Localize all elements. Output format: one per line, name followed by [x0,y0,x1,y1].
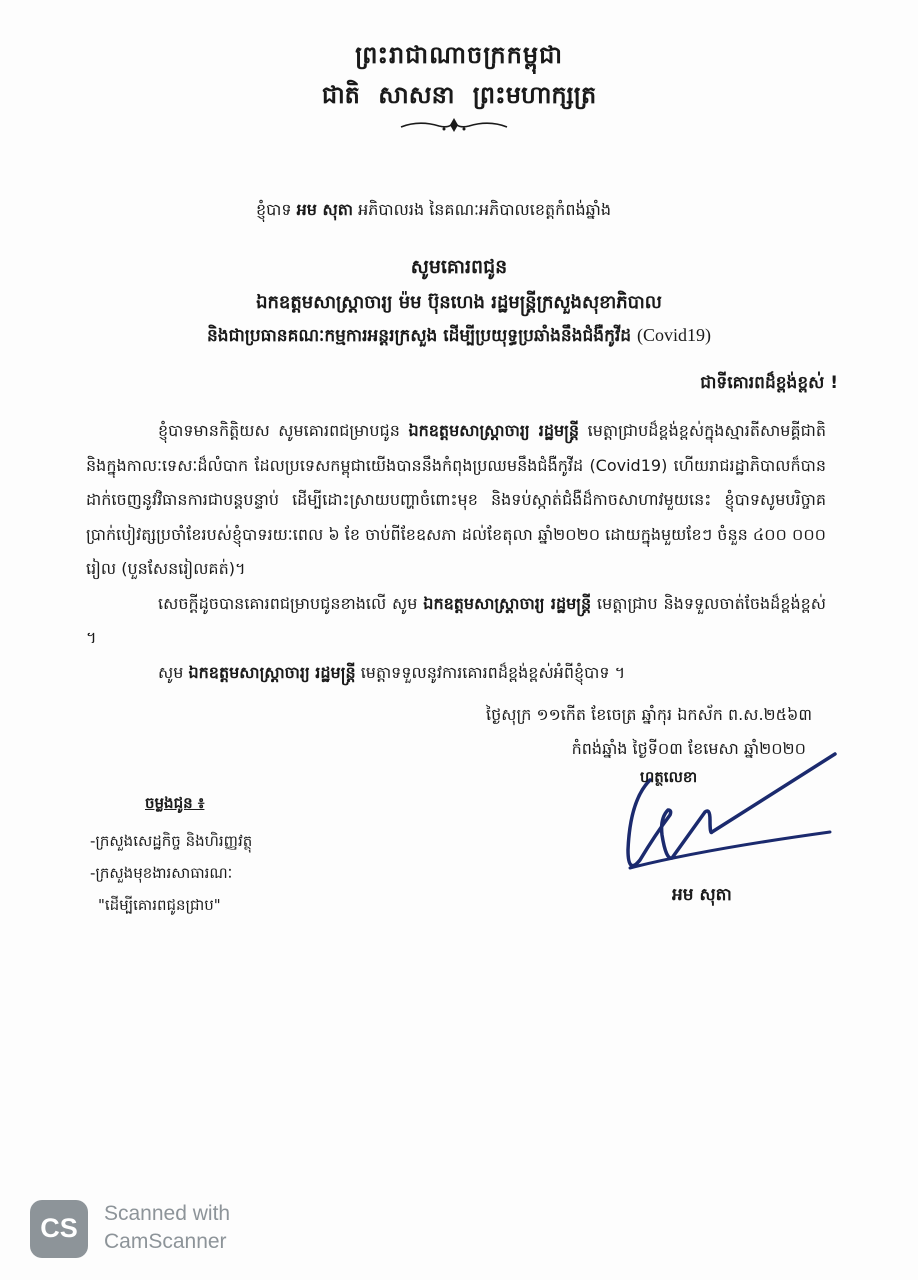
sender-name: អម សុតា [296,200,353,219]
watermark-line-2: CamScanner [104,1230,227,1253]
p2-addressee: ឯកឧត្តមសាស្ត្រាចារ្យ រដ្ឋមន្ត្រី [423,593,592,613]
p3-text-c: មេត្តាទទួលនូវការគោរពដ៏ខ្ពង់ខ្ពស់អំពីខ្ញុំបាទ ។ [355,662,626,682]
cc-heading: ចម្លងជូន ៖ [145,794,205,812]
recipient-line-2-text: និងជាប្រធានគណៈកម្មការអន្តរក្រសួង ដើម្បីប្រយុទ្ធប្រឆាំងនឹងជំងឺកូវីដ [207,326,632,346]
sender-title: អភិបាលរង នៃគណៈអភិបាលខេត្តកំពង់ឆ្នាំង [358,200,612,219]
cc-item: -ក្រសួងមុខងារសាធារណៈ [90,864,233,882]
letter-body [86,414,826,690]
salutation: ជាទីគោរពដ៏ខ្ពង់ខ្ពស់ ! [700,373,838,393]
solar-date: កំពង់ឆ្នាំង ថ្ងៃទី០៣ ខែមេសា ឆ្នាំ២០២០ [571,739,806,758]
watermark-line-1: Scanned with [104,1202,231,1225]
lunar-date: ថ្ងៃសុក្រ ១១កើត ខែចេត្រ ឆ្នាំកុរ ឯកស័ក ព.ស.២៥៦៣ [486,705,812,724]
body-paragraph-2 [86,587,826,656]
cc-item: -ក្រសួងសេដ្ឋកិច្ច និងហិរញ្ញវត្ថុ [90,832,253,850]
p1-addressee: ឯកឧត្តមសាស្ត្រាចារ្យ រដ្ឋមន្ត្រី [408,421,580,440]
p1-text-a: ខ្ញុំបាទមានកិត្តិយស សូមគោរពជម្រាបជូន [158,421,409,440]
body-paragraph-3 [86,656,826,691]
p3-text-a: សូម [158,662,189,682]
sender-prefix: ខ្ញុំបាទ [256,200,292,219]
cc-note: "ដើម្បីគោរពជូនជ្រាប" [98,896,221,914]
camscanner-watermark [30,1198,290,1262]
p2-text-c: មេត្តាជ្រាប និងទទួលចាត់ចែងដ៏ខ្ពង់ខ្ពស់ ។ [86,593,827,647]
recipient-covid-tag: (Covid19) [637,325,711,345]
signature-label: ហត្ថលេខា [640,768,698,786]
camscanner-logo-icon [30,1200,88,1258]
p1-text-c: មេត្តាជ្រាបដ៏ខ្ពង់ខ្ពស់ក្នុងស្មារតីសាមគ្គីជាតិ និងក្នុងកាលៈទេសៈដ៏លំបាក ដែលប្រទេសកម្ពុជាយើងបាននឹងកំពុងប្រឈមនឹងជំងឺកូវីដ (Covid19) ហើយរាជរដ្ឋាភិបាលក៏បានដាក់ចេញនូវវិធានការជាបន្តបន្ទាប់ ដើម្បីដោះស្រាយបញ្ហាចំពោះមុខ និងទប់ស្កាត់ជំងឺដ៏កាចសាហាវមួយនេះ ខ្ញុំបាទសូមបរិច្ចាគប្រាក់បៀវត្សប្រចាំខែរបស់ខ្ញុំបាទរយៈពេល ៦ ខែ ចាប់ពីខែឧសភា ដល់ខែតុលា ឆ្នាំ២០២០ ដោយក្នុងមួយខែៗ ចំនួន ៤០០ ០០០ រៀល (បួនសែនរៀលគត់)។ [86,421,826,578]
recipient-line-1: ឯកឧត្តមសាស្ត្រាចារ្យ ម៉ម ប៊ុនហេង រដ្ឋមន្ត្រីក្រសួងសុខាភិបាល [256,292,662,313]
camscanner-logo-text: CS [40,1213,78,1243]
ornament-divider-icon [399,116,509,134]
p2-text-a: សេចក្តីដូចបានគោរពជម្រាបជូនខាងលើ សូម [158,593,424,613]
sender-line [256,199,611,223]
p3-addressee: ឯកឧត្តមសាស្ត្រាចារ្យ រដ្ឋមន្ត្រី [188,662,356,682]
kingdom-header: ព្រះរាជាណាចក្រកម្ពុជា [355,41,563,69]
national-motto: ជាតិ សាសនា ព្រះមហាក្សត្រ [321,81,597,109]
recipient-heading: សូមគោរពជូន [410,256,508,278]
signer-name: អម សុតា [672,885,732,905]
recipient-line-2 [0,325,918,350]
body-paragraph-1 [86,414,826,587]
handwritten-signature-icon [610,740,840,890]
